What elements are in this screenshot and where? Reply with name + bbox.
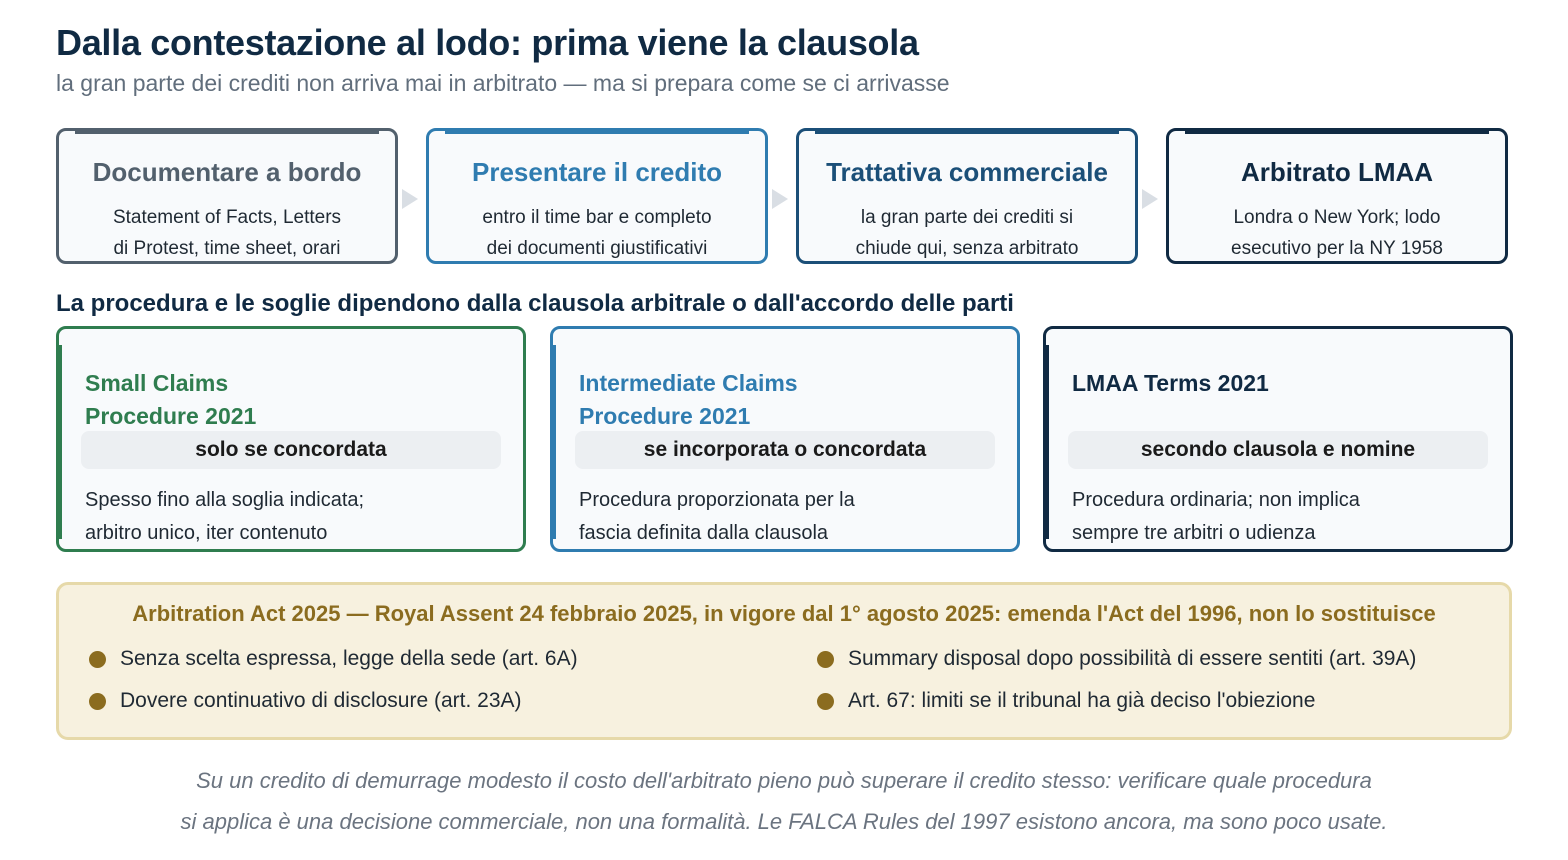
- card-desc-line: fascia definita dalla clausola: [579, 522, 829, 544]
- condition-badge: solo se concordata: [81, 431, 501, 469]
- flow-arrow-icon: [772, 189, 788, 209]
- procedure-card-intermediate-claims: [550, 326, 1020, 552]
- step-description: [1189, 202, 1485, 264]
- act-item-text: Senza scelta espressa, legge della sede (art. 6A): [120, 647, 578, 670]
- card-title: [579, 367, 997, 433]
- card-title-line: LMAA Terms 2021: [1072, 370, 1269, 396]
- card-accent-bar: [550, 345, 556, 539]
- procedure-card-lmaa-terms: [1043, 326, 1513, 552]
- step-title: Documentare a bordo: [92, 157, 362, 187]
- card-title-line: Procedure 2021: [579, 403, 751, 429]
- act-item-text: Summary disposal dopo possibilità di essere sentiti (art. 39A): [848, 647, 1417, 670]
- card-description: [1072, 484, 1490, 550]
- step-desc-line: dei documenti giustificativi: [486, 238, 708, 259]
- step-documentare: [56, 128, 398, 264]
- step-description: [819, 202, 1115, 264]
- step-accent-bar: [445, 128, 749, 134]
- step-desc-line: Londra o New York; lodo: [1233, 207, 1441, 228]
- page-title: Dalla contestazione al lodo: prima viene la clausola: [56, 22, 919, 63]
- card-accent-bar: [1043, 345, 1049, 539]
- step-accent-bar: [815, 128, 1119, 134]
- card-title: [1072, 367, 1490, 400]
- card-description: [85, 484, 503, 550]
- footnote: [56, 760, 1512, 842]
- act-item-text: Dovere continuativo di disclosure (art. 23A): [120, 689, 522, 712]
- act-item: [817, 687, 1315, 715]
- flow-arrow-icon: [402, 189, 418, 209]
- step-desc-line: di Protest, time sheet, orari: [113, 238, 341, 259]
- procedure-card-small-claims: [56, 326, 526, 552]
- flow-arrow-icon: [1142, 189, 1158, 209]
- bullet-icon: [89, 651, 106, 668]
- step-description: [79, 202, 375, 264]
- act-item: [89, 687, 522, 715]
- step-arbitrato: [1166, 128, 1508, 264]
- card-title-line: Intermediate Claims: [579, 370, 798, 396]
- step-description: [449, 202, 745, 264]
- step-desc-line: la gran parte dei crediti si: [860, 207, 1074, 228]
- step-title: Trattativa commerciale: [826, 157, 1108, 187]
- card-desc-line: Procedura ordinaria; non implica: [1072, 489, 1360, 511]
- act-item: [89, 645, 578, 673]
- card-desc-line: Procedura proporzionata per la: [579, 489, 855, 511]
- bullet-icon: [817, 693, 834, 710]
- card-accent-bar: [56, 345, 62, 539]
- card-title: [85, 367, 503, 433]
- card-desc-line: arbitro unico, iter contenuto: [85, 522, 328, 544]
- step-desc-line: Statement of Facts, Letters: [112, 207, 342, 228]
- condition-badge: se incorporata o concordata: [575, 431, 995, 469]
- step-accent-bar: [1185, 128, 1489, 134]
- step-title: Presentare il credito: [472, 157, 722, 187]
- condition-badge: secondo clausola e nomine: [1068, 431, 1488, 469]
- footnote-line: si applica è una decisione commerciale, non una formalità. Le FALCA Rules del 1997 esistono ancora, ma sono poco usate.: [180, 809, 1388, 834]
- bullet-icon: [89, 693, 106, 710]
- section-heading: La procedura e le soglie dipendono dalla clausola arbitrale o dall'accordo delle parti: [56, 290, 1014, 317]
- step-desc-line: esecutivo per la NY 1958: [1231, 238, 1443, 259]
- footnote-line: Su un credito di demurrage modesto il costo dell'arbitrato pieno può superare il credito stesso: verificare quale procedura: [196, 768, 1372, 793]
- act-item: [817, 645, 1416, 673]
- bullet-icon: [817, 651, 834, 668]
- arbitration-act-panel: [56, 582, 1512, 740]
- card-desc-line: Spesso fino alla soglia indicata;: [85, 489, 365, 511]
- step-desc-line: entro il time bar e completo: [482, 207, 712, 228]
- step-trattativa: [796, 128, 1138, 264]
- act-item-text: Art. 67: limiti se il tribunal ha già deciso l'obiezione: [848, 689, 1316, 712]
- page-subtitle: la gran parte dei crediti non arriva mai in arbitrato — ma si prepara come se ci arrivasse: [56, 70, 950, 96]
- card-title-line: Procedure 2021: [85, 403, 257, 429]
- step-presentare: [426, 128, 768, 264]
- act-title: Arbitration Act 2025 — Royal Assent 24 febbraio 2025, in vigore dal 1° agosto 2025: emenda l'Act del 1996, non lo sostituisce: [132, 601, 1436, 626]
- step-accent-bar: [75, 128, 379, 134]
- step-title: Arbitrato LMAA: [1240, 157, 1434, 187]
- card-description: [579, 484, 997, 550]
- card-desc-line: sempre tre arbitri o udienza: [1072, 522, 1316, 544]
- step-desc-line: chiude qui, senza arbitrato: [855, 238, 1079, 259]
- card-title-line: Small Claims: [85, 370, 229, 396]
